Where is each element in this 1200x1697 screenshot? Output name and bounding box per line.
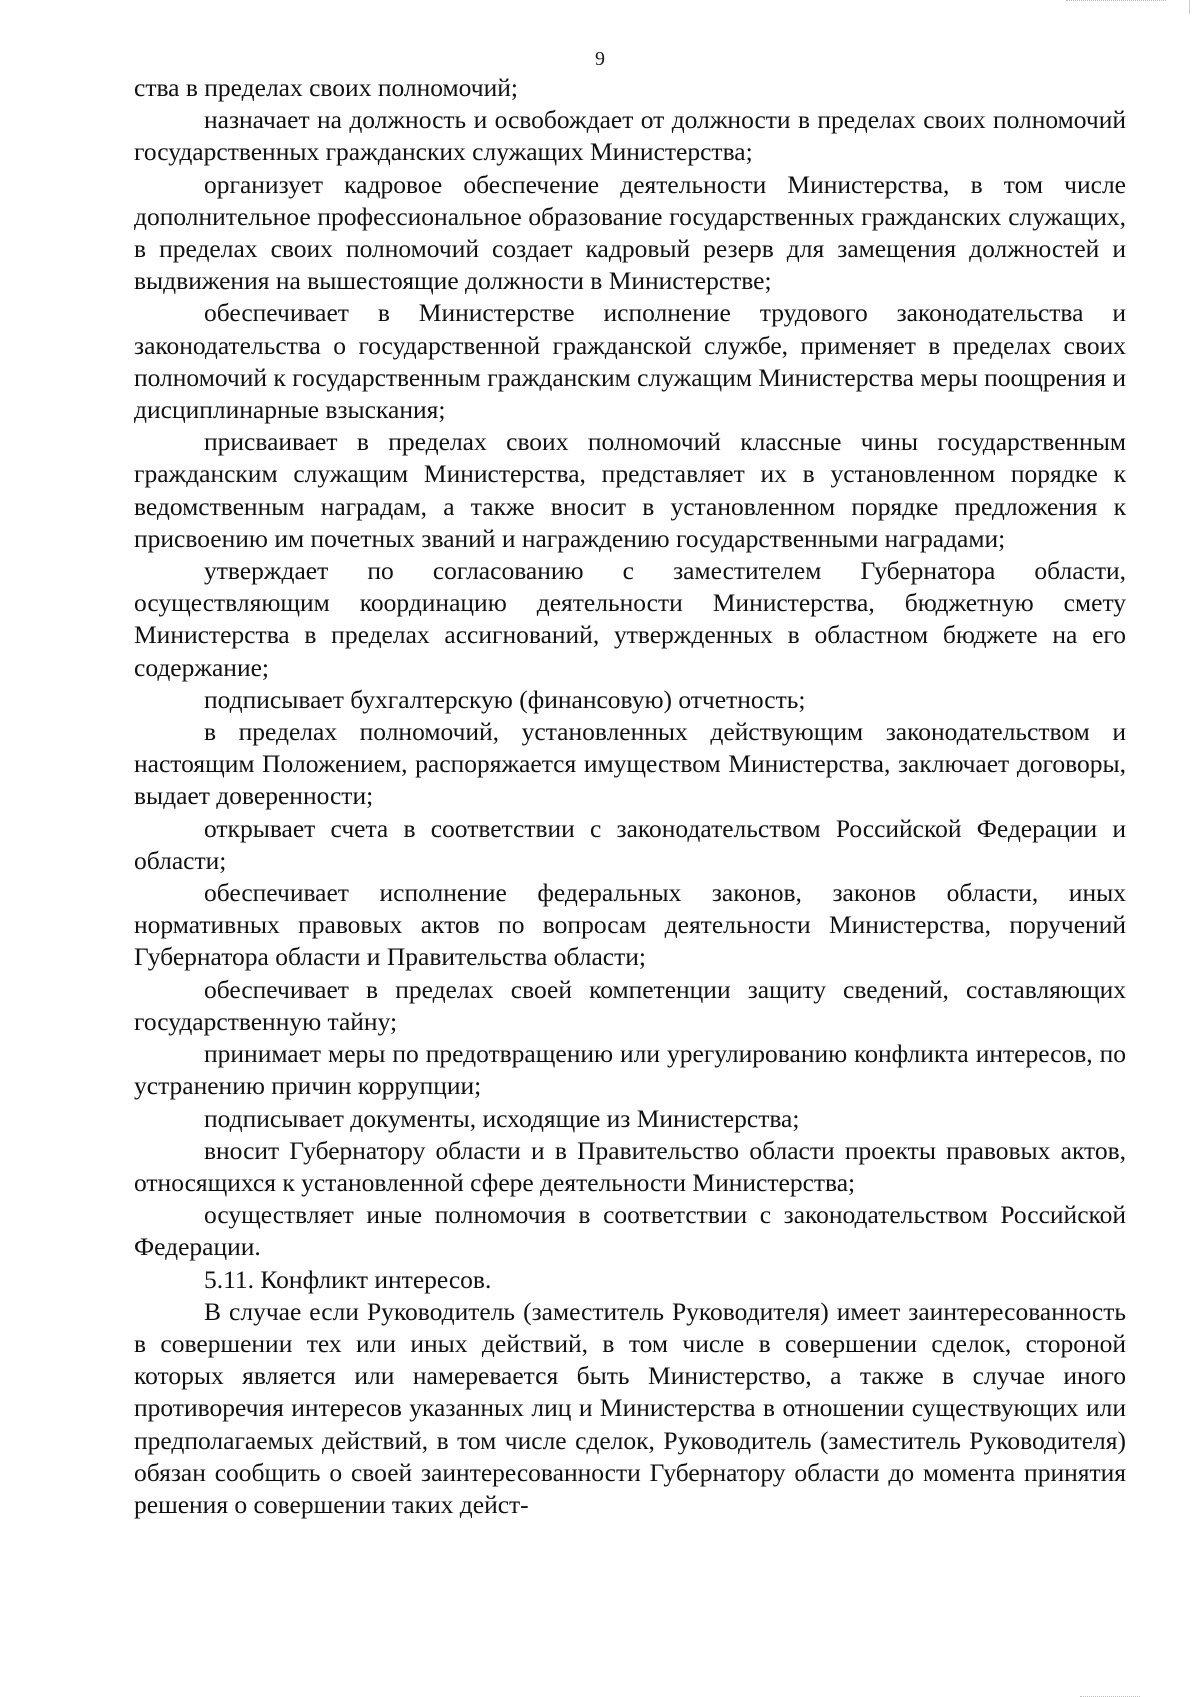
paragraph: подписывает документы, исходящие из Министерства; bbox=[204, 1103, 800, 1133]
scan-artifact-top bbox=[1066, 0, 1166, 7]
paragraph: В случае если Руководитель (заместитель Руководителя) имеет заинтересованность в совершении тех или иных действий, в том числе в совершении сделок, стороной которых является или намеревается быть Министерство, а также в случае иного противоречия интересов указанных лиц и Министерства в отношении существующих или предполагаемых действий, в том числе сделок, Руководитель (заместитель Руководителя) обязан сообщить о своей заинтересованности Губернатору области до момента принятия решения о совершении таких дейст- bbox=[134, 1296, 1126, 1519]
paragraph: обеспечивает в Министерстве исполнение трудового законодательства и законодательства о государственной гражданской службе, применяет в пределах своих полномочий к государственным гражданским служащим Министерства меры поощрения и дисциплинарные взыскания; bbox=[134, 298, 1126, 425]
section-heading: 5.11. Конфликт интересов. bbox=[204, 1264, 492, 1294]
paragraph: подписывает бухгалтерскую (финансовую) отчетность; bbox=[204, 684, 806, 714]
paragraph: присваивает в пределах своих полномочий классные чины государственным гражданским служащим Министерства, представляет их в установленном порядке к ведомственным наградам, а также вносит в установленном порядке предложения к присвоению им почетных званий и награждению государственными наградами; bbox=[134, 427, 1126, 553]
paragraph: принимает меры по предотвращению или урегулированию конфликта интересов, по устранению причин коррупции; bbox=[134, 1039, 1126, 1101]
paragraph: утверждает по согласованию с заместителем Губернатора области, осуществляющим координацию деятельности Министерства, бюджетную смету Министерства в пределах ассигнований, утвержденных в областном бюджете на его содержание; bbox=[134, 556, 1126, 682]
paragraph: ства в пределах своих полномочий; bbox=[134, 73, 518, 102]
scan-edge-mark bbox=[1189, 0, 1190, 14]
page-number: 9 bbox=[595, 48, 605, 70]
paragraph: вносит Губернатору области и в Правительство области проекты правовых актов, относящихся к установленной сфере деятельности Министерства; bbox=[134, 1135, 1126, 1197]
document-body bbox=[134, 72, 1126, 1521]
paragraph: в пределах полномочий, установленных действующим законодательством и настоящим Положением, распоряжается имуществом Министерства, заключает договоры, выдает доверенности; bbox=[134, 717, 1126, 811]
paragraph: обеспечивает в пределах своей компетенции защиту сведений, составляющих государственную тайну; bbox=[134, 974, 1126, 1036]
scan-artifact-bottom bbox=[1080, 1690, 1140, 1697]
paragraph: открывает счета в соответствии с законодательством Российской Федерации и области; bbox=[134, 813, 1126, 875]
paragraph: обеспечивает исполнение федеральных законов, законов области, иных нормативных правовых актов по вопросам деятельности Министерства, поручений Губернатора области и Правительства области; bbox=[134, 878, 1126, 972]
paragraph: осуществляет иные полномочия в соответствии с законодательством Российской Федерации. bbox=[134, 1200, 1126, 1262]
paragraph: организует кадровое обеспечение деятельности Министерства, в том числе дополнительное профессиональное образование государственных гражданских служащих, в пределах своих полномочий создает кадровый резерв для замещения должностей и выдвижения на вышестоящие должности в Министерстве; bbox=[134, 169, 1126, 296]
paragraph: назначает на должность и освобождает от должности в пределах своих полномочий государственных гражданских служащих Министерства; bbox=[134, 105, 1126, 167]
